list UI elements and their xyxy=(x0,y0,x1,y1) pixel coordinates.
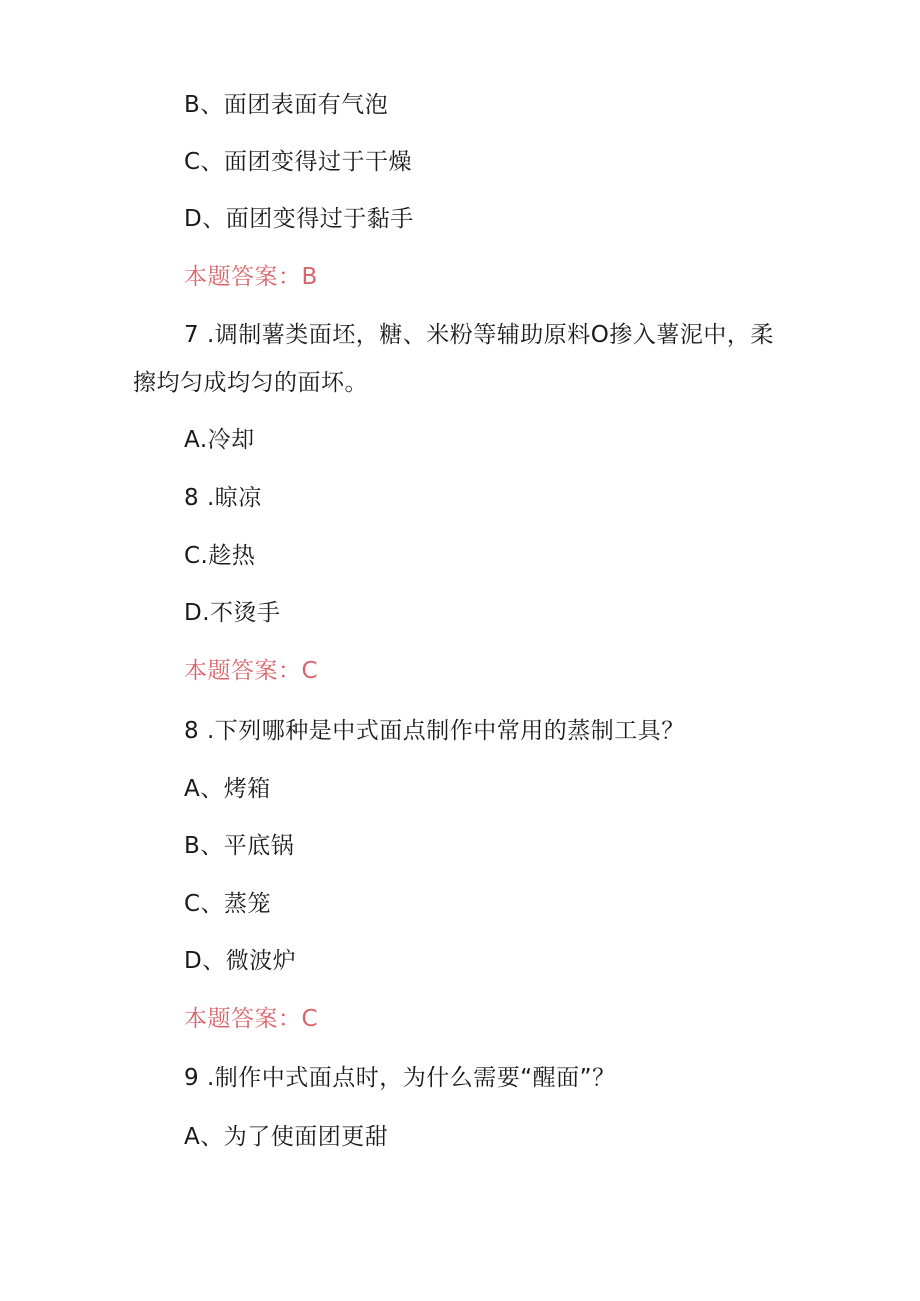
option-line: C.趁热 xyxy=(184,543,256,569)
answer-line: 本题答案：C xyxy=(184,1006,319,1032)
option-line: B、平底锅 xyxy=(184,833,295,859)
option-line: D、微波炉 xyxy=(184,948,297,974)
option-line: A、为了使面团更甜 xyxy=(184,1124,389,1150)
answer-line: 本题答案：B xyxy=(184,264,318,290)
question-line: 9 .制作中式面点时，为什么需要“醒面”？ xyxy=(184,1065,616,1091)
option-line: B、面团表面有气泡 xyxy=(184,92,389,118)
question-line: 8 .下列哪种是中式面点制作中常用的蒸制工具？ xyxy=(184,718,685,744)
question-line: 7 .调制薯类面坯，糖、米粉等辅助原料O掺入薯泥中，柔 xyxy=(184,322,774,348)
option-line: 8 .晾凉 xyxy=(184,485,262,511)
question-line-continued: 擦均匀成均匀的面坏。 xyxy=(133,370,368,396)
option-line: C、蒸笼 xyxy=(184,891,272,917)
option-line: D、面团变得过于黏手 xyxy=(184,206,414,232)
answer-line: 本题答案：C xyxy=(184,658,319,684)
option-line: A、烤箱 xyxy=(184,776,271,802)
option-line: C、面团变得过于干燥 xyxy=(184,149,413,175)
option-line: A.冷却 xyxy=(184,427,255,453)
option-line: D.不烫手 xyxy=(184,600,281,626)
